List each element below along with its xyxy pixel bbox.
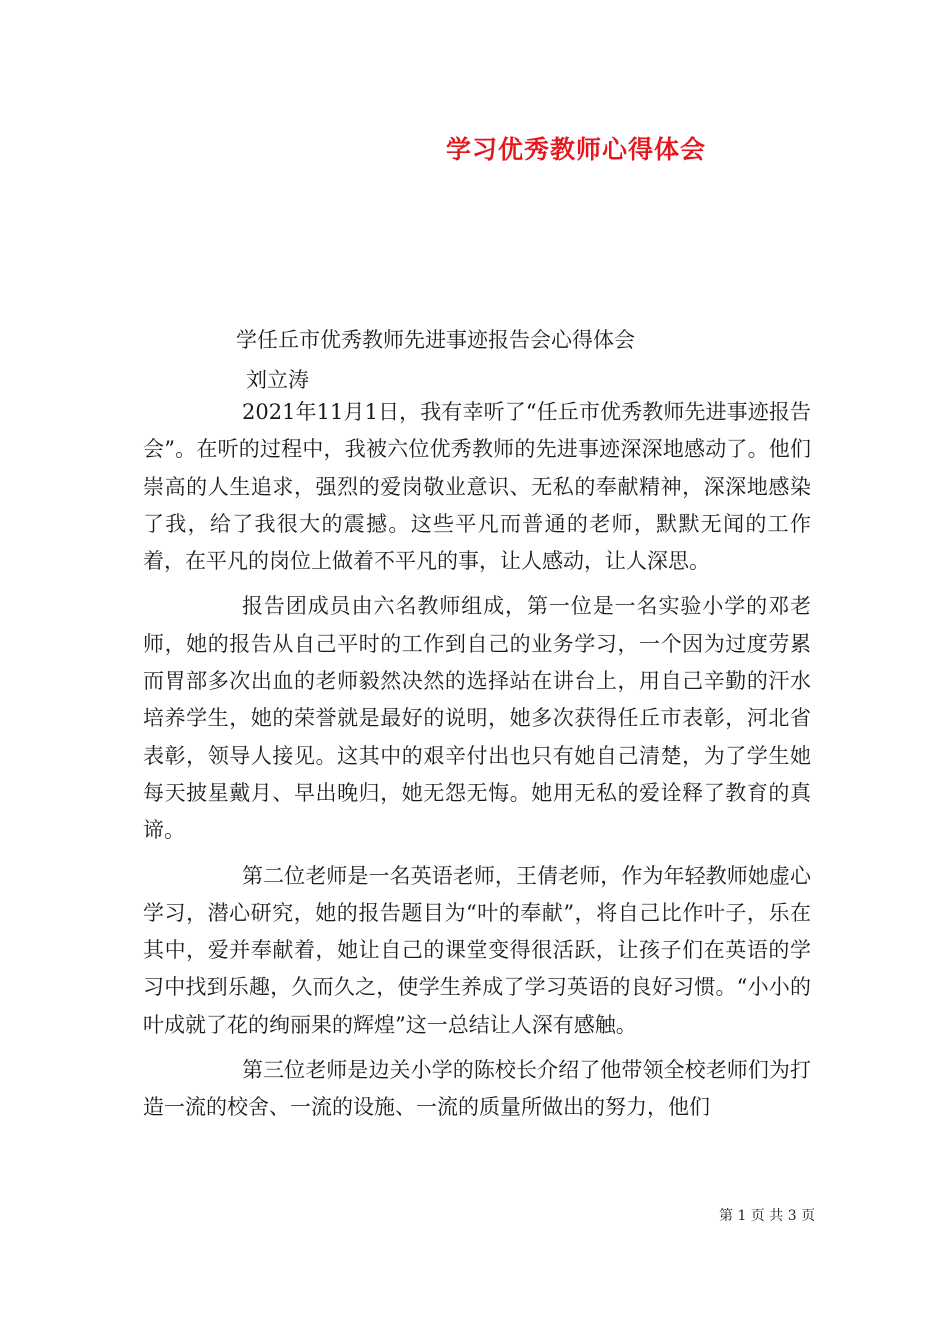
body-text bbox=[143, 394, 811, 1127]
paragraph: 2021年11月1日，我有幸听了“任丘市优秀教师先进事迹报告会”。在听的过程中，我被六位优秀教师的先进事迹深深地感动了。他们崇高的人生追求，强烈的爱岗敬业意识、无私的奉献精神，深深地感染了我，给了我很大的震撼。这些平凡而普通的老师，默默无闻的工作着，在平凡的岗位上做着不平凡的事，让人感动，让人深思。 bbox=[143, 400, 811, 574]
document-subtitle: 学任丘市优秀教师先进事迹报告会心得体会 bbox=[236, 328, 635, 352]
paragraph: 第二位老师是一名英语老师，王倩老师，作为年轻教师她虚心学习，潜心研究，她的报告题目为“叶的奉献”，将自己比作叶子，乐在其中，爱并奉献着，她让自己的课堂变得很活跃，让孩子们在英语的学习中找到乐趣，久而久之，使学生养成了学习英语的良好习惯。“小小的叶成就了花的绚丽果的辉煌”这一总结让人深有感触。 bbox=[143, 863, 811, 1037]
paragraph: 报告团成员由六名教师组成，第一位是一名实验小学的邓老师，她的报告从自己平时的工作到自己的业务学习，一个因为过度劳累而胃部多次出血的老师毅然决然的选择站在讲台上，用自己辛勤的汗水培养学生，她的荣誉就是最好的说明，她多次获得任丘市表彰，河北省表彰，领导人接见。这其中的艰辛付出也只有她自己清楚，为了学生她每天披星戴月、早出晚归，她无怨无悔。她用无私的爱诠释了教育的真谛。 bbox=[143, 594, 811, 843]
author-name: 刘立涛 bbox=[246, 368, 309, 392]
page-number: 第 1 页 共 3 页 bbox=[719, 1208, 816, 1224]
document-title: 学习优秀教师心得体会 bbox=[446, 135, 707, 164]
paragraph: 第三位老师是边关小学的陈校长介绍了他带领全校老师们为打造一流的校舍、一流的设施、一流的质量所做出的努力，他们 bbox=[143, 1058, 811, 1120]
